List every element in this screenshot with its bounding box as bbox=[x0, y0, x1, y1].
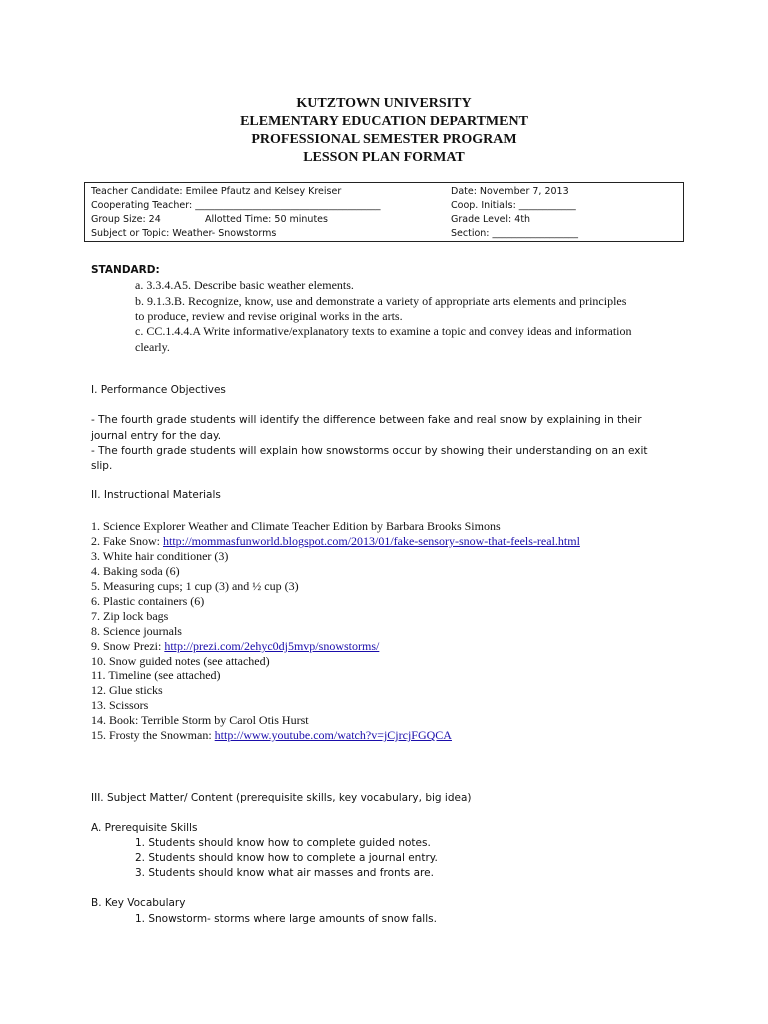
material-10: 10. Snow guided notes (see attached) bbox=[91, 654, 270, 668]
material-2-label: 2. Fake Snow: bbox=[91, 534, 163, 548]
lesson-info-box bbox=[84, 182, 684, 242]
header-university: KUTZTOWN UNIVERSITY bbox=[296, 96, 472, 111]
group-size: Group Size: 24 bbox=[91, 214, 161, 225]
header-department: ELEMENTARY EDUCATION DEPARTMENT bbox=[240, 114, 528, 129]
material-5: 5. Measuring cups; 1 cup (3) and ½ cup (3) bbox=[91, 579, 299, 593]
teacher-candidate: Teacher Candidate: Emilee Pfautz and Kelsey Kreiser bbox=[91, 186, 342, 197]
materials-heading: II. Instructional Materials bbox=[91, 489, 221, 501]
grade-level: Grade Level: 4th bbox=[451, 214, 531, 225]
lesson-date: Date: November 7, 2013 bbox=[451, 186, 569, 197]
subject-matter-heading: III. Subject Matter/ Content (prerequisite skills, key vocabulary, big idea) bbox=[91, 792, 472, 804]
material-4: 4. Baking soda (6) bbox=[91, 564, 180, 578]
section-field: Section: __________________ bbox=[451, 228, 579, 239]
material-9 bbox=[91, 639, 379, 654]
coop-initials: Coop. Initials: ____________ bbox=[451, 200, 576, 211]
vocabulary-1: 1. Snowstorm- storms where large amounts of snow falls. bbox=[135, 913, 437, 925]
material-8: 8. Science journals bbox=[91, 624, 182, 638]
material-15 bbox=[91, 728, 452, 743]
objective-2-line1: - The fourth grade students will explain how snowstorms occur by showing their understanding on an exit bbox=[91, 445, 648, 457]
standard-c-line1: c. CC.1.4.4.A Write informative/explanatory texts to examine a topic and convey ideas and information bbox=[135, 324, 632, 338]
allotted-time: Allotted Time: 50 minutes bbox=[205, 214, 328, 225]
material-14: 14. Book: Terrible Storm by Carol Otis Hurst bbox=[91, 713, 309, 727]
frosty-video-link[interactable]: http://www.youtube.com/watch?v=jCjrcjFGQCA bbox=[214, 728, 452, 742]
standard-b-line2: to produce, review and revise original works in the arts. bbox=[135, 309, 403, 323]
subject-topic: Subject or Topic: Weather- Snowstorms bbox=[91, 228, 277, 239]
prerequisite-1: 1. Students should know how to complete guided notes. bbox=[135, 837, 431, 849]
header-program: PROFESSIONAL SEMESTER PROGRAM bbox=[251, 132, 517, 147]
prerequisite-heading: A. Prerequisite Skills bbox=[91, 822, 198, 834]
material-6: 6. Plastic containers (6) bbox=[91, 594, 205, 608]
objective-1-line2: journal entry for the day. bbox=[91, 430, 222, 442]
material-7: 7. Zip lock bags bbox=[91, 609, 169, 623]
material-9-label: 9. Snow Prezi: bbox=[91, 639, 165, 653]
prerequisite-3: 3. Students should know what air masses and fronts are. bbox=[135, 867, 434, 879]
document-header bbox=[0, 95, 768, 167]
material-12: 12. Glue sticks bbox=[91, 683, 163, 697]
objectives-heading: I. Performance Objectives bbox=[91, 384, 226, 396]
material-3: 3. White hair conditioner (3) bbox=[91, 549, 229, 563]
standard-b-line1: b. 9.1.3.B. Recognize, know, use and demonstrate a variety of appropriate arts elements and principles bbox=[135, 294, 627, 308]
fake-snow-link[interactable]: http://mommasfunworld.blogspot.com/2013/01/fake-sensory-snow-that-feels-real.html bbox=[163, 534, 580, 548]
standard-a: a. 3.3.4.A5. Describe basic weather elements. bbox=[135, 278, 354, 292]
material-13: 13. Scissors bbox=[91, 698, 149, 712]
standard-c-line2: clearly. bbox=[135, 340, 170, 354]
objective-1-line1: - The fourth grade students will identify the difference between fake and real snow by explaining in their bbox=[91, 414, 642, 426]
material-2 bbox=[91, 534, 580, 549]
header-format: LESSON PLAN FORMAT bbox=[303, 150, 465, 165]
material-15-label: 15. Frosty the Snowman: bbox=[91, 728, 215, 742]
material-11: 11. Timeline (see attached) bbox=[91, 668, 221, 682]
material-1: 1. Science Explorer Weather and Climate Teacher Edition by Barbara Brooks Simons bbox=[91, 519, 501, 533]
snow-prezi-link[interactable]: http://prezi.com/2ehyc0dj5mvp/snowstorms/ bbox=[164, 639, 380, 653]
objective-2-line2: slip. bbox=[91, 460, 113, 472]
cooperating-teacher: Cooperating Teacher: _______________________________________ bbox=[91, 200, 381, 211]
vocabulary-heading: B. Key Vocabulary bbox=[91, 897, 186, 909]
prerequisite-2: 2. Students should know how to complete a journal entry. bbox=[135, 852, 438, 864]
standard-heading: STANDARD: bbox=[91, 264, 160, 276]
